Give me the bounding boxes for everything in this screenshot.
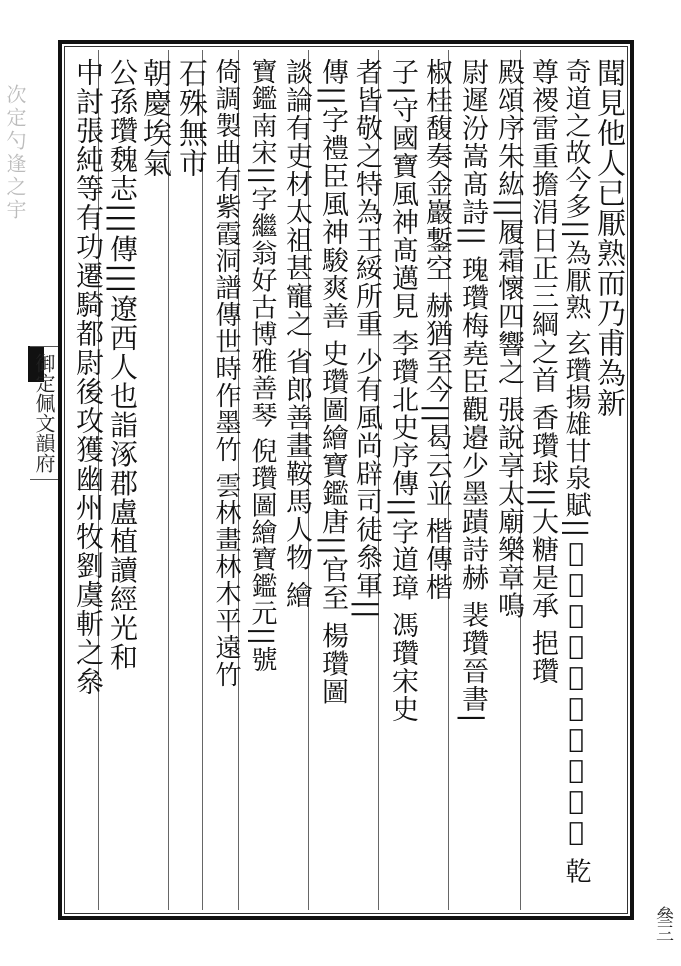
- source-title: 御定佩文韻府: [30, 346, 59, 480]
- text-column: 公孫瓚魏志|||傳|||遼西人也詣涿郡盧植讀經光和: [106, 58, 139, 672]
- text-column: 石殊無市: [175, 58, 209, 178]
- text-column: 椒桂馥奏金巖鏨空 赫猶至今||曷云並 楷傳楷: [421, 58, 452, 602]
- bleed-through-text: 次定勺逢之宇: [3, 84, 27, 222]
- text-column: 聞見他人已厭熟而乃甫為新: [593, 58, 627, 418]
- text-column: 談論有吏材太祖甚寵之 省郎善畫鞍馬人物 繪: [281, 58, 312, 610]
- text-column: 者皆敬之特為王綏所重 少有風尚辟司徒叅軍||: [351, 58, 382, 620]
- text-column: 寶鑑南宋||字繼翁好古博雅善琴 倪瓚圖繪寶鑑元||號: [247, 58, 277, 674]
- text-column: 尊禝雷重擔涓日正三綱之首 香瓚球||大糖是承 挹瓚: [527, 58, 558, 686]
- page-number: 叄三: [653, 906, 674, 942]
- text-frame: [58, 40, 634, 920]
- text-column: 子|守國寶風神髙邁見 李瓚北史序傳||字道璋 馮瓚宋史: [387, 58, 418, 724]
- text-column: 中討張純等有功遷騎都尉後攻獲幽州牧劉虞斬之㕘: [72, 58, 105, 696]
- text-column: 殿頌序朱紘||履霜懷四響之 張說享太廟樂章鳴: [493, 58, 524, 620]
- text-column: 奇道之故今多||為厭熟 玄瓚揚雄甘泉賦||𩸞瓚王勃鯕鰺秬鬯泔淡 乾: [561, 58, 591, 885]
- text-column: 倚調製曲有紫霞洞譜傳世時作墨竹 雲林畫林木平遠竹: [211, 58, 241, 689]
- text-column: 傳||字禮臣風神駿爽善 史瓚圖繪寶鑑唐||官至 楊瓚圖: [317, 58, 348, 706]
- page-margin: [0, 40, 34, 920]
- text-column: 尉遲汾嵩髙詩|| 瑰瓚梅堯臣觀邉少墨蹟詩赫 裴瓚晉書|: [457, 58, 488, 724]
- text-column: 朝慶埃氣: [139, 58, 173, 178]
